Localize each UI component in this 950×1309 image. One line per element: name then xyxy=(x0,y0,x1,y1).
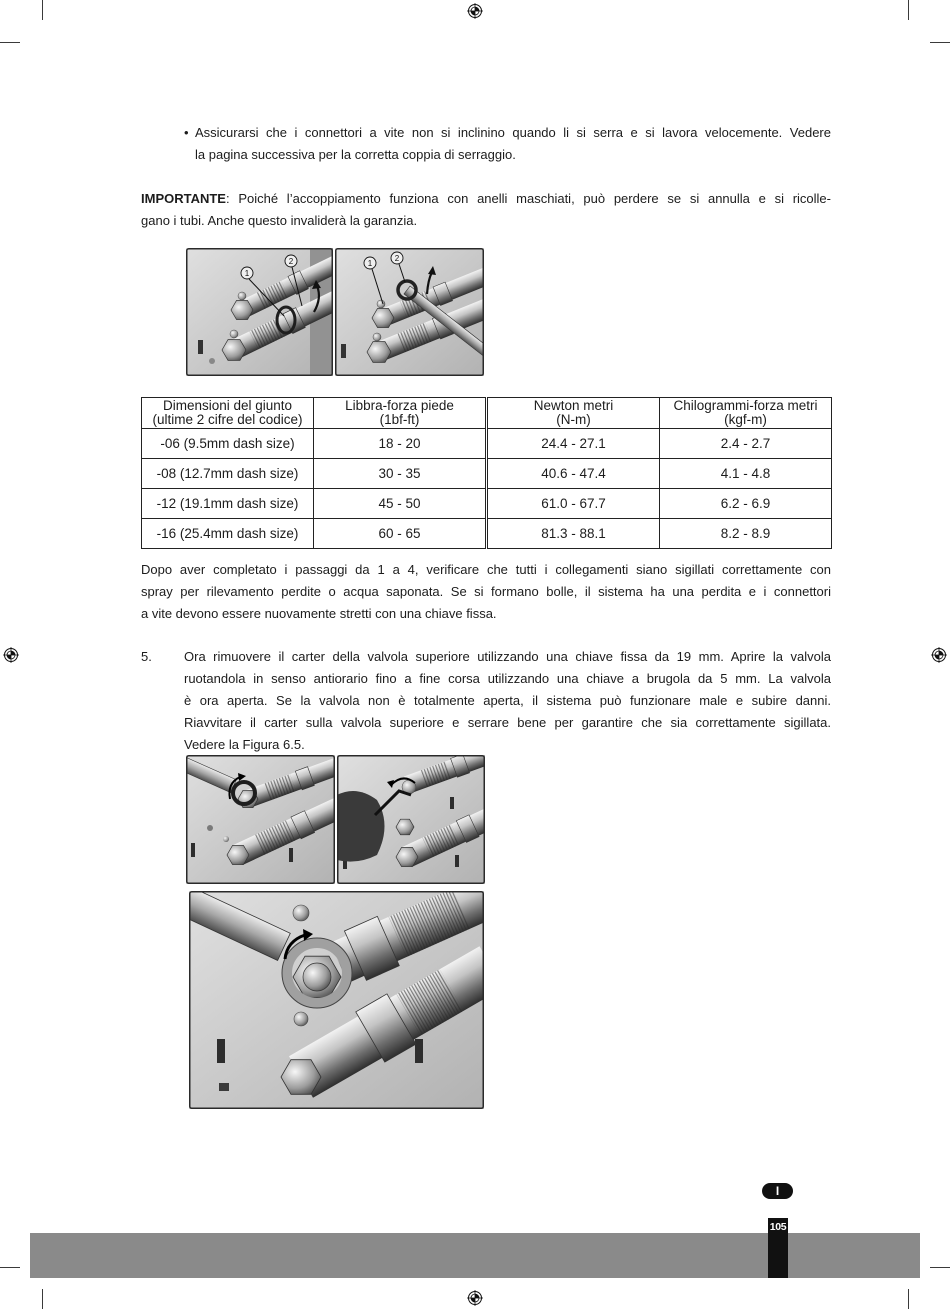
header-kgf-m xyxy=(660,398,832,429)
svg-text:1: 1 xyxy=(367,259,373,268)
cell-joint-size: -16 (25.4mm dash size) xyxy=(142,519,314,549)
page-number: 105 xyxy=(769,1221,787,1233)
header-joint-size-subtitle: (ultime 2 cifre del codice) xyxy=(152,412,303,427)
registration-mark-left xyxy=(3,647,19,663)
panel-slot xyxy=(455,855,459,867)
registration-mark-top xyxy=(467,3,483,19)
header-lbf-ft-unit: (1bf-ft) xyxy=(379,412,420,427)
cell-kgf-m: 4.1 - 4.8 xyxy=(660,459,832,489)
cell-joint-size: -12 (19.1mm dash size) xyxy=(142,489,314,519)
cell-newton-metres: 40.6 - 47.4 xyxy=(487,459,660,489)
important-line-1-text: : Poiché l’accoppiamento funziona con anelli maschiati, può perdere se si annulla e si ricolle- xyxy=(225,191,831,206)
valve-screw xyxy=(223,836,229,842)
step-5-line-4: Riavvitare il carter sulla valvola superiore e serrare bene per garantire che sia correttamente sigillata. xyxy=(184,715,831,730)
crop-mark-bottom-left-h xyxy=(0,1267,20,1268)
table-row xyxy=(142,519,832,549)
step-5-line-5: Vedere la Figura 6.5. xyxy=(184,737,305,752)
cell-kgf-m: 8.2 - 8.9 xyxy=(660,519,832,549)
cell-lbf-ft: 30 - 35 xyxy=(314,459,487,489)
header-kgf-m-title: Chilogrammi-forza metri xyxy=(673,398,818,413)
registration-mark-bottom xyxy=(467,1290,483,1306)
panel-slot xyxy=(289,848,293,862)
cell-kgf-m: 6.2 - 6.9 xyxy=(660,489,832,519)
photo-allen-key xyxy=(337,755,485,884)
table-row xyxy=(142,429,832,459)
language-tab: I xyxy=(762,1183,793,1199)
table-header-row xyxy=(142,398,832,429)
upper-valve-cap xyxy=(238,292,246,300)
cell-newton-metres: 61.0 - 67.7 xyxy=(487,489,660,519)
cell-lbf-ft: 18 - 20 xyxy=(314,429,487,459)
bullet-paragraph xyxy=(195,122,831,166)
header-lbf-ft xyxy=(314,398,487,429)
step-5-line-2: ruotandola in senso antiorario fino a fine corsa utilizzando una chiave a brugola da 5 mm. La valvola xyxy=(184,671,831,686)
bullet-line-1: Assicurarsi che i connettori a vite non si inclinino quando li si serra e si lavora velocemente. Vedere xyxy=(195,125,831,140)
panel-slot xyxy=(450,797,454,809)
cell-lbf-ft: 60 - 65 xyxy=(314,519,487,549)
important-label: IMPORTANTE xyxy=(141,191,226,206)
header-newton-metres-title: Newton metri xyxy=(533,398,614,413)
important-line-1 xyxy=(141,188,831,210)
leak-check-line-1: Dopo aver completato i passaggi da 1 a 4, verificare che tutti i collegamenti siano sigillati correttamente con xyxy=(141,562,831,577)
lower-valve-screw xyxy=(294,1012,308,1026)
leak-check-paragraph xyxy=(141,559,831,625)
crop-mark-bottom-left-v xyxy=(42,1289,43,1309)
callout-1 xyxy=(364,257,376,269)
header-newton-metres xyxy=(487,398,660,429)
panel-bracket xyxy=(219,1083,229,1091)
bullet-line-2: la pagina successiva per la corretta coppia di serraggio. xyxy=(195,147,516,162)
panel-slot xyxy=(217,1039,225,1063)
step-5-line-1: Ora rimuovere il carter della valvola superiore utilizzando una chiave fissa da 19 mm. Aprire la valvola xyxy=(184,649,831,664)
panel-slot xyxy=(191,843,195,857)
panel-slot xyxy=(198,340,203,354)
step-5-paragraph xyxy=(184,646,831,756)
upper-valve-cap xyxy=(377,300,385,308)
lower-valve-cap xyxy=(230,330,238,338)
header-newton-metres-unit: (N-m) xyxy=(556,412,591,427)
cell-joint-size: -06 (9.5mm dash size) xyxy=(142,429,314,459)
header-kgf-m-unit: (kgf-m) xyxy=(724,412,767,427)
svg-text:2: 2 xyxy=(288,257,294,266)
step-5-line-3: è ora aperta. Se la valvola non è totalmente aperta, il sistema può funzionare male e subire danni. xyxy=(184,693,831,708)
torque-table xyxy=(141,397,832,549)
leak-check-line-2: spray per rilevamento perdite o acqua saponata. Se si formano bolle, il sistema ha una perdita e i connettori xyxy=(141,584,831,599)
page-number-tab xyxy=(768,1218,788,1278)
header-joint-size-title: Dimensioni del giunto xyxy=(162,398,293,413)
callout-1 xyxy=(241,267,253,279)
important-paragraph xyxy=(141,188,831,232)
photo-connectors-right xyxy=(335,248,484,376)
crop-mark-top-left-v xyxy=(42,0,43,20)
valve-cap xyxy=(303,963,331,991)
photo-connectors-left xyxy=(186,248,333,376)
panel-slot xyxy=(415,1039,423,1063)
lower-valve-cap xyxy=(373,333,381,341)
bullet-marker: • xyxy=(184,125,189,140)
photo-wrench-on-cap xyxy=(186,755,335,884)
crop-mark-bottom-right-h xyxy=(930,1267,950,1268)
cell-newton-metres: 81.3 - 88.1 xyxy=(487,519,660,549)
header-joint-size xyxy=(142,398,314,429)
photo-wrench-closeup xyxy=(189,891,484,1109)
leak-check-line-3: a vite devono essere nuovamente stretti con una chiave fissa. xyxy=(141,606,497,621)
callout-2 xyxy=(285,255,297,267)
cell-kgf-m: 2.4 - 2.7 xyxy=(660,429,832,459)
cell-newton-metres: 24.4 - 27.1 xyxy=(487,429,660,459)
step-5-number: 5. xyxy=(141,649,152,664)
cell-lbf-ft: 45 - 50 xyxy=(314,489,487,519)
callout-2 xyxy=(391,252,403,264)
table-row xyxy=(142,489,832,519)
crop-mark-top-left-h xyxy=(0,42,20,43)
panel-slot xyxy=(341,344,346,358)
table-row xyxy=(142,459,832,489)
crop-mark-top-right-h xyxy=(930,42,950,43)
cell-joint-size: -08 (12.7mm dash size) xyxy=(142,459,314,489)
crop-mark-bottom-right-v xyxy=(908,1289,909,1309)
hand xyxy=(337,791,385,862)
panel-screw xyxy=(207,825,213,831)
registration-mark-right xyxy=(931,647,947,663)
crop-mark-top-right-v xyxy=(908,0,909,20)
svg-text:2: 2 xyxy=(394,254,400,263)
important-line-2: gano i tubi. Anche questo invaliderà la garanzia. xyxy=(141,213,418,228)
upper-valve-screw xyxy=(293,905,309,921)
svg-text:1: 1 xyxy=(244,269,250,278)
header-lbf-ft-title: Libbra-forza piede xyxy=(345,398,454,413)
panel-screw xyxy=(209,358,215,364)
